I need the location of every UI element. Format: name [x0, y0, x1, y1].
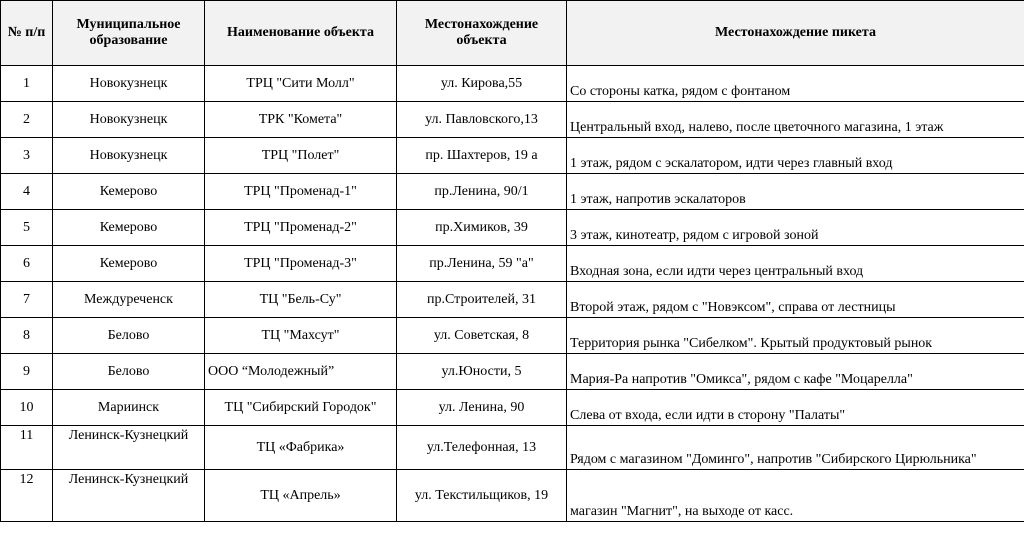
row-municipality: Белово: [53, 354, 205, 390]
row-num: 12: [1, 470, 53, 522]
header-municipality: Муниципальное образование: [53, 1, 205, 66]
row-num: 9: [1, 354, 53, 390]
row-object-location: ул. Текстильщиков, 19: [397, 470, 567, 522]
table-row: [1, 354, 1024, 390]
row-object-name: ТРК "Комета": [205, 102, 397, 138]
row-municipality: Белово: [53, 318, 205, 354]
table-row: [1, 174, 1024, 210]
row-object-location: ул. Советская, 8: [397, 318, 567, 354]
row-picket-location: Рядом с магазином "Доминго", напротив "Сибирского Цирюльника": [567, 426, 1024, 470]
row-picket-location: Центральный вход, налево, после цветочного магазина, 1 этаж: [567, 102, 1024, 138]
row-municipality: Новокузнецк: [53, 66, 205, 102]
row-num: 8: [1, 318, 53, 354]
row-object-name: ООО “Молодежный”: [205, 354, 397, 390]
row-object-location: ул. Ленина, 90: [397, 390, 567, 426]
row-object-location: ул. Кирова,55: [397, 66, 567, 102]
row-object-location: пр.Ленина, 90/1: [397, 174, 567, 210]
row-object-location: ул.Юности, 5: [397, 354, 567, 390]
row-object-location: ул.Телефонная, 13: [397, 426, 567, 470]
header-picket-location: Местонахождение пикета: [567, 1, 1024, 66]
row-num: 1: [1, 66, 53, 102]
row-municipality: Мариинск: [53, 390, 205, 426]
row-municipality: Кемерово: [53, 246, 205, 282]
row-municipality: Новокузнецк: [53, 138, 205, 174]
table-row: [1, 426, 1024, 470]
row-object-location: ул. Павловского,13: [397, 102, 567, 138]
row-picket-location: Второй этаж, рядом с "Новэксом", справа от лестницы: [567, 282, 1024, 318]
row-object-name: ТЦ "Сибирский Городок": [205, 390, 397, 426]
row-num: 6: [1, 246, 53, 282]
row-object-name: ТРЦ "Сити Молл": [205, 66, 397, 102]
row-picket-location: Слева от входа, если идти в сторону "Палаты": [567, 390, 1024, 426]
row-object-location: пр.Строителей, 31: [397, 282, 567, 318]
row-picket-location: 3 этаж, кинотеатр, рядом с игровой зоной: [567, 210, 1024, 246]
table-row: [1, 246, 1024, 282]
row-num: 10: [1, 390, 53, 426]
row-num: 5: [1, 210, 53, 246]
row-object-location: пр. Шахтеров, 19 а: [397, 138, 567, 174]
row-object-name: ТЦ "Бель-Су": [205, 282, 397, 318]
row-object-location: пр.Ленина, 59 "а": [397, 246, 567, 282]
table-row: [1, 138, 1024, 174]
row-object-name: ТРЦ "Променад-3": [205, 246, 397, 282]
row-picket-location: Территория рынка "Сибелком". Крытый продуктовый рынок: [567, 318, 1024, 354]
table-row: [1, 210, 1024, 246]
row-picket-location: 1 этаж, рядом с эскалатором, идти через главный вход: [567, 138, 1024, 174]
header-object-name: Наименование объекта: [205, 1, 397, 66]
row-object-name: ТРЦ "Променад-1": [205, 174, 397, 210]
row-picket-location: Со стороны катка, рядом с фонтаном: [567, 66, 1024, 102]
row-picket-location: магазин "Магнит", на выходе от касс.: [567, 470, 1024, 522]
row-municipality: Новокузнецк: [53, 102, 205, 138]
row-object-name: ТЦ "Махсут": [205, 318, 397, 354]
row-picket-location: Мария-Ра напротив "Омикса", рядом с кафе "Моцарелла": [567, 354, 1024, 390]
row-num: 7: [1, 282, 53, 318]
table-row: [1, 470, 1024, 522]
row-num: 11: [1, 426, 53, 470]
table-row: [1, 282, 1024, 318]
row-municipality: Кемерово: [53, 174, 205, 210]
row-picket-location: Входная зона, если идти через центральный вход: [567, 246, 1024, 282]
row-num: 4: [1, 174, 53, 210]
row-object-name: ТЦ «Фабрика»: [205, 426, 397, 470]
row-num: 3: [1, 138, 53, 174]
row-object-location: пр.Химиков, 39: [397, 210, 567, 246]
table-header-row: [1, 1, 1024, 66]
header-object-location: Местонахождение объекта: [397, 1, 567, 66]
table-row: [1, 102, 1024, 138]
row-object-name: ТРЦ "Полет": [205, 138, 397, 174]
row-municipality: Ленинск-Кузнецкий: [53, 470, 205, 522]
table-row: [1, 66, 1024, 102]
row-municipality: Кемерово: [53, 210, 205, 246]
row-picket-location: 1 этаж, напротив эскалаторов: [567, 174, 1024, 210]
header-num: № п/п: [1, 1, 53, 66]
row-municipality: Междуреченск: [53, 282, 205, 318]
row-municipality: Ленинск-Кузнецкий: [53, 426, 205, 470]
row-object-name: ТРЦ "Променад-2": [205, 210, 397, 246]
row-object-name: ТЦ «Апрель»: [205, 470, 397, 522]
table-row: [1, 318, 1024, 354]
row-num: 2: [1, 102, 53, 138]
table-row: [1, 390, 1024, 426]
